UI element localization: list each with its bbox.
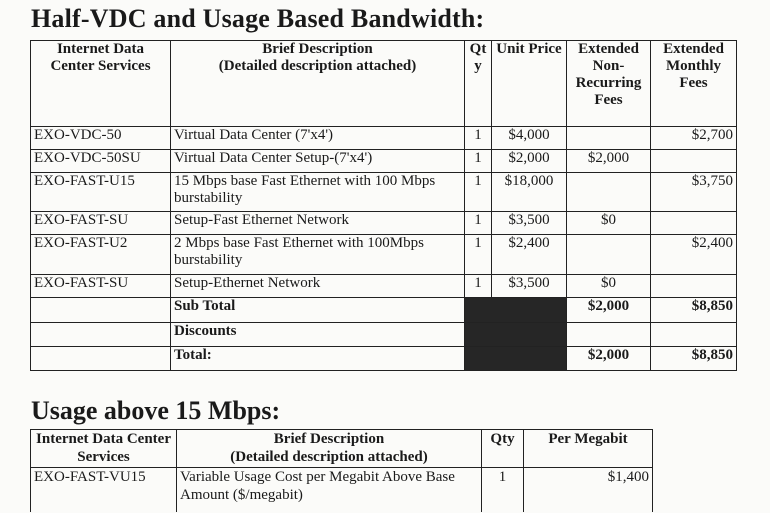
cell-monthly xyxy=(651,212,737,235)
cell-description: 2 Mbps base Fast Ethernet with 100Mbps burstability xyxy=(171,235,465,275)
table-row xyxy=(31,275,737,298)
header-nonrecurring: Extended Non-Recurring Fees xyxy=(567,41,651,127)
cell-monthly: $2,700 xyxy=(651,127,737,150)
pricing-table-half-vdc xyxy=(30,40,737,371)
cell-description: Setup-Fast Ethernet Network xyxy=(171,212,465,235)
discounts-label: Discounts xyxy=(171,323,465,347)
redacted-block xyxy=(465,323,567,347)
cell-unit-price: $3,500 xyxy=(492,212,567,235)
cell-qty: 1 xyxy=(465,173,492,212)
table-row xyxy=(31,127,737,150)
cell-nonrecurring: $2,000 xyxy=(567,150,651,173)
cell-service: EXO-FAST-U2 xyxy=(31,235,171,275)
section2-title: Usage above 15 Mbps: xyxy=(31,396,281,425)
cell-service: EXO-FAST-VU15 xyxy=(31,468,177,512)
cell-service: EXO-VDC-50 xyxy=(31,127,171,150)
cell-qty: 1 xyxy=(465,212,492,235)
header-unit-price: Unit Price xyxy=(492,41,567,127)
header-monthly: Extended Monthly Fees xyxy=(651,41,737,127)
cell-description: Setup-Ethernet Network xyxy=(171,275,465,298)
cell-nonrecurring xyxy=(567,173,651,212)
table-row xyxy=(31,212,737,235)
cell-qty: 1 xyxy=(465,275,492,298)
total-row xyxy=(31,347,737,371)
cell-unit-price: $2,000 xyxy=(492,150,567,173)
table-header-row xyxy=(31,41,737,127)
cell-qty: 1 xyxy=(465,127,492,150)
subtotal-label: Sub Total xyxy=(171,298,465,323)
header-description-line1: Brief Description xyxy=(262,41,373,57)
header-per-megabit: Per Megabit xyxy=(524,430,653,468)
header-service: Internet Data Center Services xyxy=(31,430,177,468)
discounts-row xyxy=(31,323,737,347)
discounts-monthly xyxy=(651,323,737,347)
cell-service: EXO-FAST-SU xyxy=(31,212,171,235)
header-qty: Qty xyxy=(465,41,492,127)
cell-description: Virtual Data Center Setup-(7'x4') xyxy=(171,150,465,173)
header-description xyxy=(171,41,465,127)
cell-service: EXO-VDC-50SU xyxy=(31,150,171,173)
cell-nonrecurring xyxy=(567,235,651,275)
cell-nonrecurring xyxy=(567,127,651,150)
subtotal-nonrecurring: $2,000 xyxy=(567,298,651,323)
header-description-line1: Brief Description xyxy=(273,431,385,447)
cell-nonrecurring: $0 xyxy=(567,275,651,298)
header-service: Internet Data Center Services xyxy=(31,41,171,127)
cell-service: EXO-FAST-SU xyxy=(31,275,171,298)
cell-nonrecurring: $0 xyxy=(567,212,651,235)
cell-qty: 1 xyxy=(482,468,524,512)
cell-description: 15 Mbps base Fast Ethernet with 100 Mbps burstability xyxy=(171,173,465,212)
redacted-block xyxy=(465,347,567,371)
cell-empty xyxy=(31,347,171,371)
cell-monthly: $3,750 xyxy=(651,173,737,212)
header-description-line2: (Detailed description attached) xyxy=(230,449,428,465)
header-description-line2: (Detailed description attached) xyxy=(218,58,417,74)
cell-unit-price: $2,400 xyxy=(492,235,567,275)
section1-title: Half-VDC and Usage Based Bandwidth: xyxy=(31,4,485,33)
cell-empty xyxy=(31,323,171,347)
cell-qty: 1 xyxy=(465,235,492,275)
subtotal-row xyxy=(31,298,737,323)
header-description xyxy=(177,430,482,468)
cell-monthly xyxy=(651,275,737,298)
table-row xyxy=(31,150,737,173)
cell-monthly xyxy=(651,150,737,173)
table-row xyxy=(31,235,737,275)
total-monthly: $8,850 xyxy=(651,347,737,371)
total-label: Total: xyxy=(171,347,465,371)
cell-service: EXO-FAST-U15 xyxy=(31,173,171,212)
subtotal-monthly: $8,850 xyxy=(651,298,737,323)
discounts-nonrecurring xyxy=(567,323,651,347)
redacted-block xyxy=(465,298,567,323)
pricing-table-usage xyxy=(30,429,653,512)
cell-unit-price: $18,000 xyxy=(492,173,567,212)
header-qty: Qty xyxy=(482,430,524,468)
cell-monthly: $2,400 xyxy=(651,235,737,275)
cell-per-megabit: $1,400 xyxy=(524,468,653,512)
cell-qty: 1 xyxy=(465,150,492,173)
table-header-row xyxy=(31,430,653,468)
table-row xyxy=(31,468,653,512)
cell-description: Virtual Data Center (7'x4') xyxy=(171,127,465,150)
cell-empty xyxy=(31,298,171,323)
total-nonrecurring: $2,000 xyxy=(567,347,651,371)
cell-unit-price: $4,000 xyxy=(492,127,567,150)
cell-description: Variable Usage Cost per Megabit Above Base Amount ($/megabit) xyxy=(177,468,482,512)
table-row xyxy=(31,173,737,212)
cell-unit-price: $3,500 xyxy=(492,275,567,298)
